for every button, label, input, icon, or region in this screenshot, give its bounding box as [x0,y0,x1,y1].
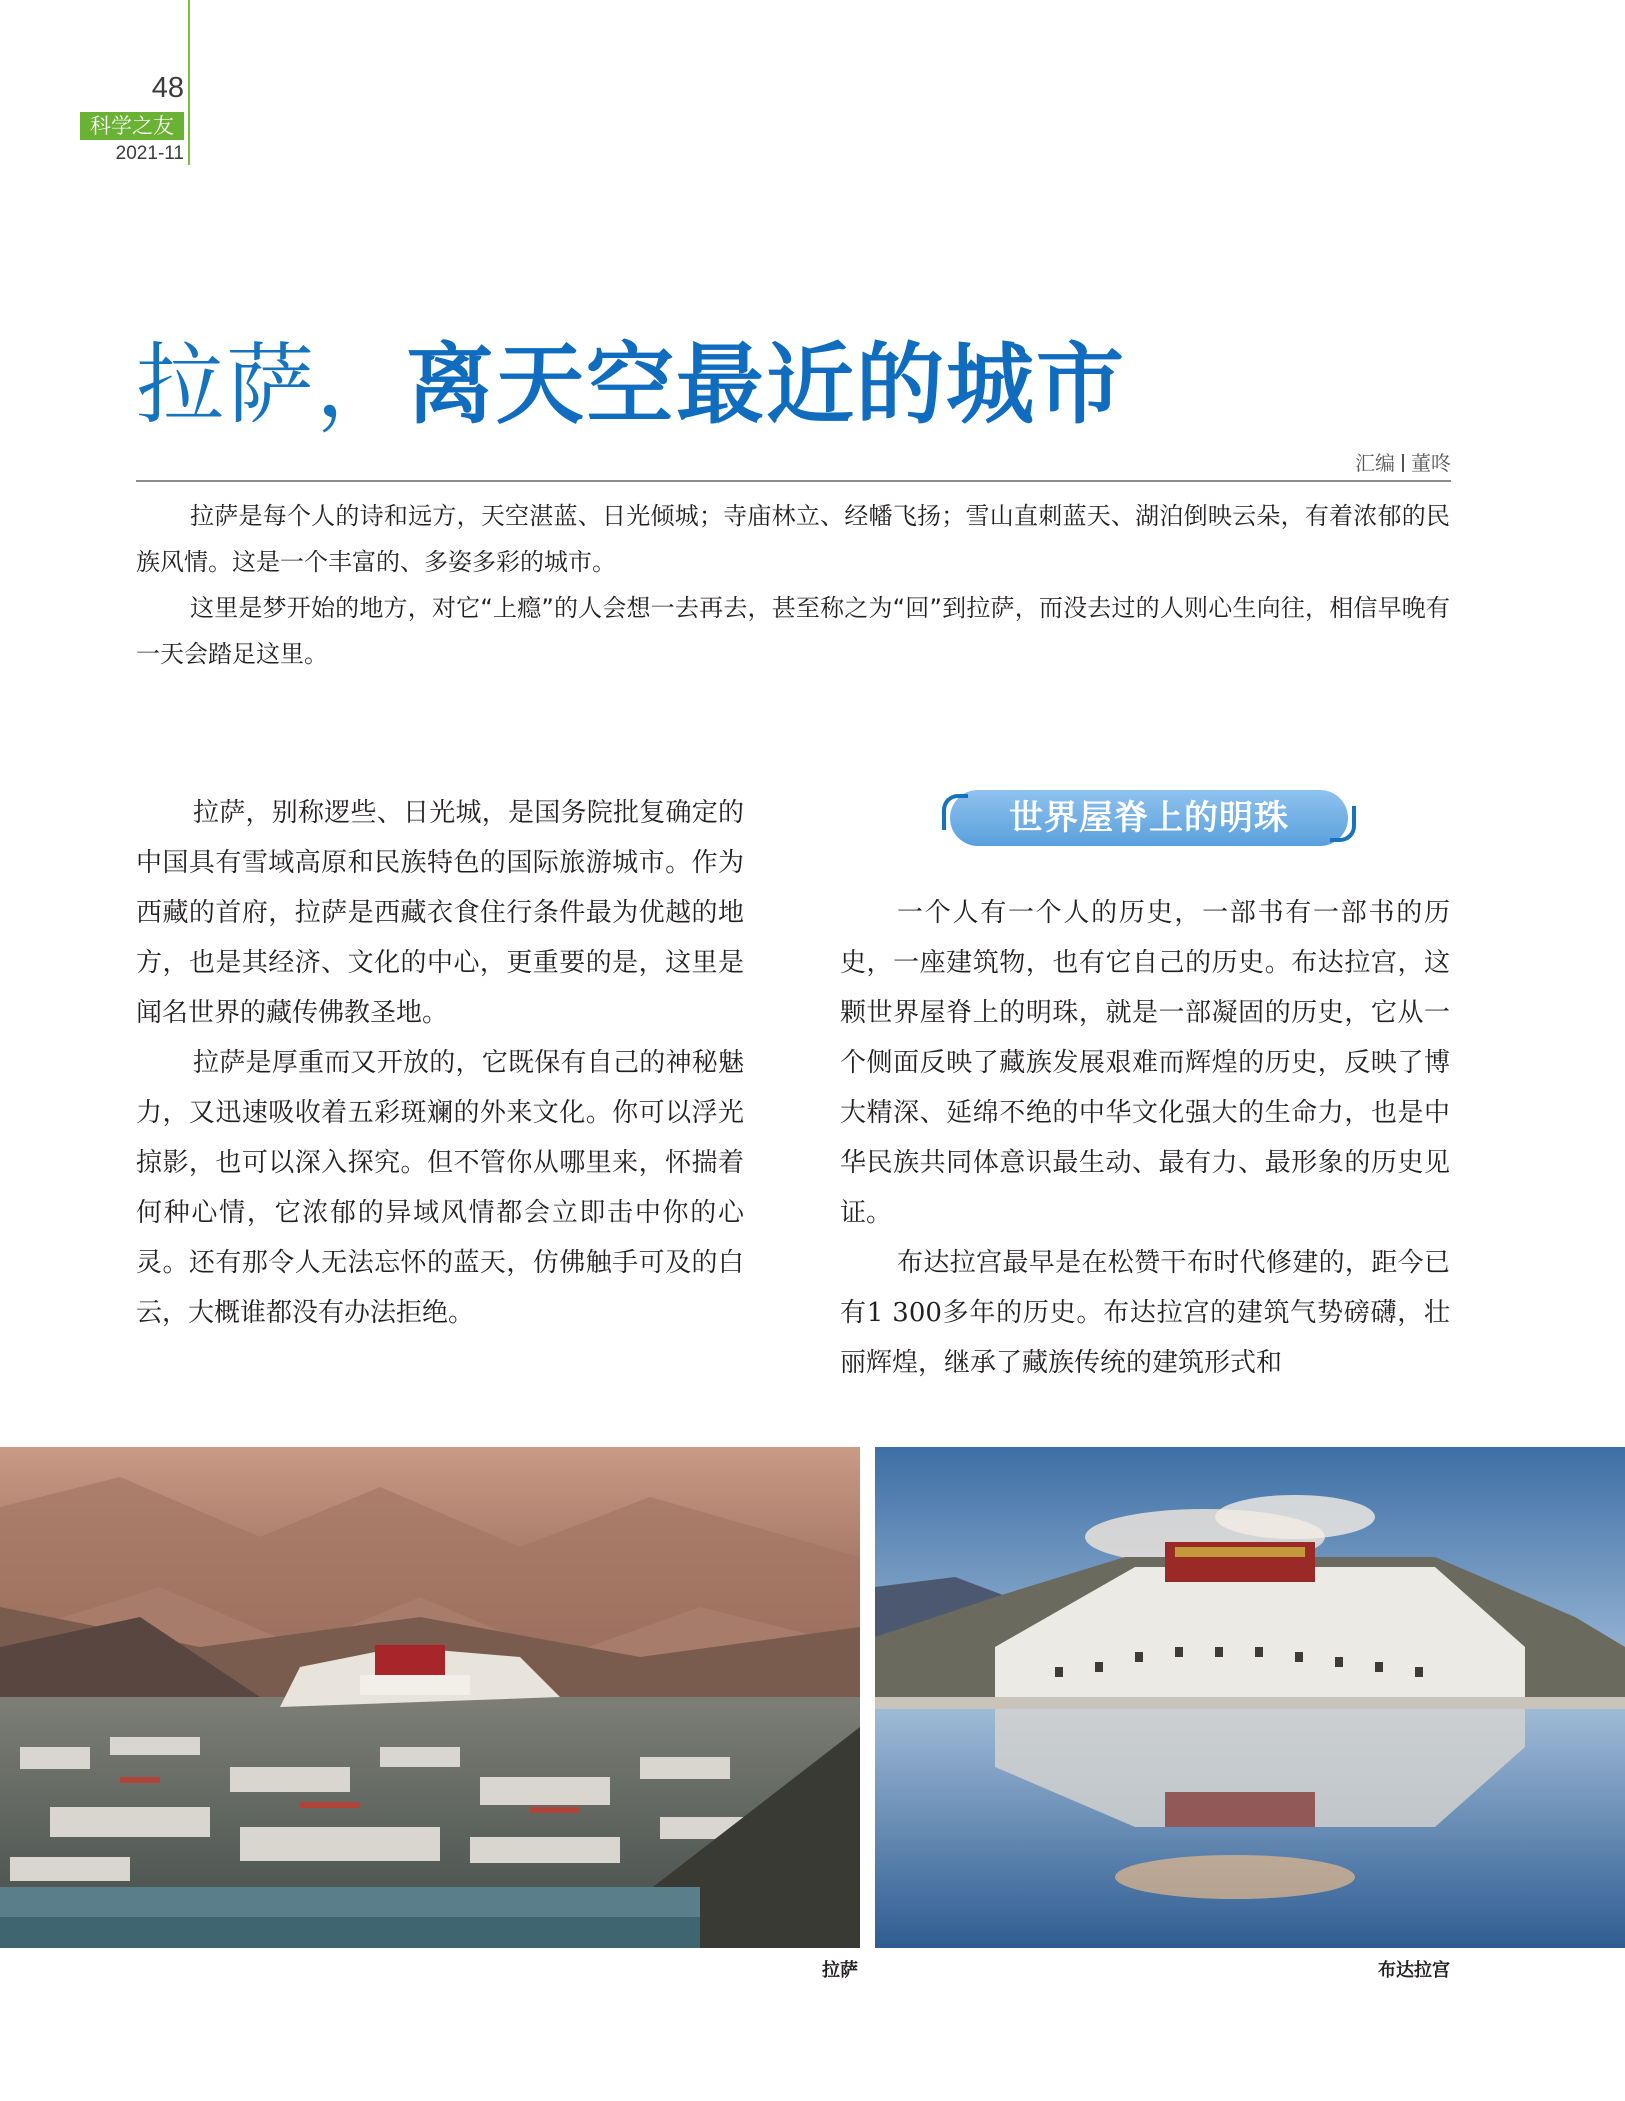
title-rule [136,480,1451,482]
article-title-part2: 离天空最近的城市 [406,333,1127,436]
body-paragraph: 拉萨，别称逻些、日光城，是国务院批复确定的中国具有雪域高原和民族特色的国际旅游城市。作为西藏的首府，拉萨是西藏衣食住行条件最为优越的地方，也是其经济、文化的中心，更重要的是，这里是闻名世界的藏传佛教圣地。 [136,798,744,1028]
byline [1355,447,1451,476]
intro-block [136,493,1450,677]
intro-paragraph: 这里是梦开始的地方，对它“上瘾”的人会想一去再去，甚至称之为“回”到拉萨，而没去过的人则心生向往，相信早晚有一天会踏足这里。 [136,594,1450,668]
article-title-part1: 拉萨， [136,333,407,436]
magazine-name-tag: 科学之友 [80,112,184,140]
left-column [136,788,744,1338]
potala-palace-photo [875,1447,1625,1948]
body-paragraph: 布达拉宫最早是在松赞干布时代修建的，距今已有1 300多年的历史。布达拉宫的建筑气势磅礴，壮丽辉煌，继承了藏族传统的建筑形式和 [840,1248,1450,1378]
section-heading-label: 世界屋脊上的明珠 [1009,798,1289,838]
section-heading [950,790,1348,846]
byline-role: 汇编 [1355,451,1395,475]
right-column [840,888,1450,1388]
potala-photo-caption: 布达拉宫 [1378,1960,1450,1981]
body-paragraph: 拉萨是厚重而又开放的，它既保有自己的神秘魅力，又迅速吸收着五彩斑斓的外来文化。你可以浮光掠影，也可以深入探究。但不管你从哪里来，怀揣着何种心情，它浓郁的异域风情都会立即击中你的心灵。还有那令人无法忘怀的蓝天，仿佛触手可及的白云，大概谁都没有办法拒绝。 [136,1048,744,1328]
body-paragraph: 一个人有一个人的历史，一部书有一部书的历史，一座建筑物，也有它自己的历史。布达拉宫，这颗世界屋脊上的明珠，就是一部凝固的历史，它从一个侧面反映了藏族发展艰难而辉煌的历史，反映了博大精深、延绵不绝的中华文化强大的生命力，也是中华民族共同体意识最生动、最有力、最形象的历史见证。 [840,898,1450,1228]
page-number: 48 [151,72,184,104]
lhasa-photo-caption: 拉萨 [822,1960,858,1981]
article-title [136,330,1126,440]
issue-date: 2021-11 [115,143,184,164]
byline-separator [1402,454,1404,472]
lhasa-city-photo [0,1447,860,1948]
header-divider-line [188,0,190,165]
intro-paragraph: 拉萨是每个人的诗和远方，天空湛蓝、日光倾城；寺庙林立、经幡飞扬；雪山直刺蓝天、湖泊倒映云朵，有着浓郁的民族风情。这是一个丰富的、多姿多彩的城市。 [136,502,1450,576]
byline-author: 董咚 [1411,451,1451,475]
